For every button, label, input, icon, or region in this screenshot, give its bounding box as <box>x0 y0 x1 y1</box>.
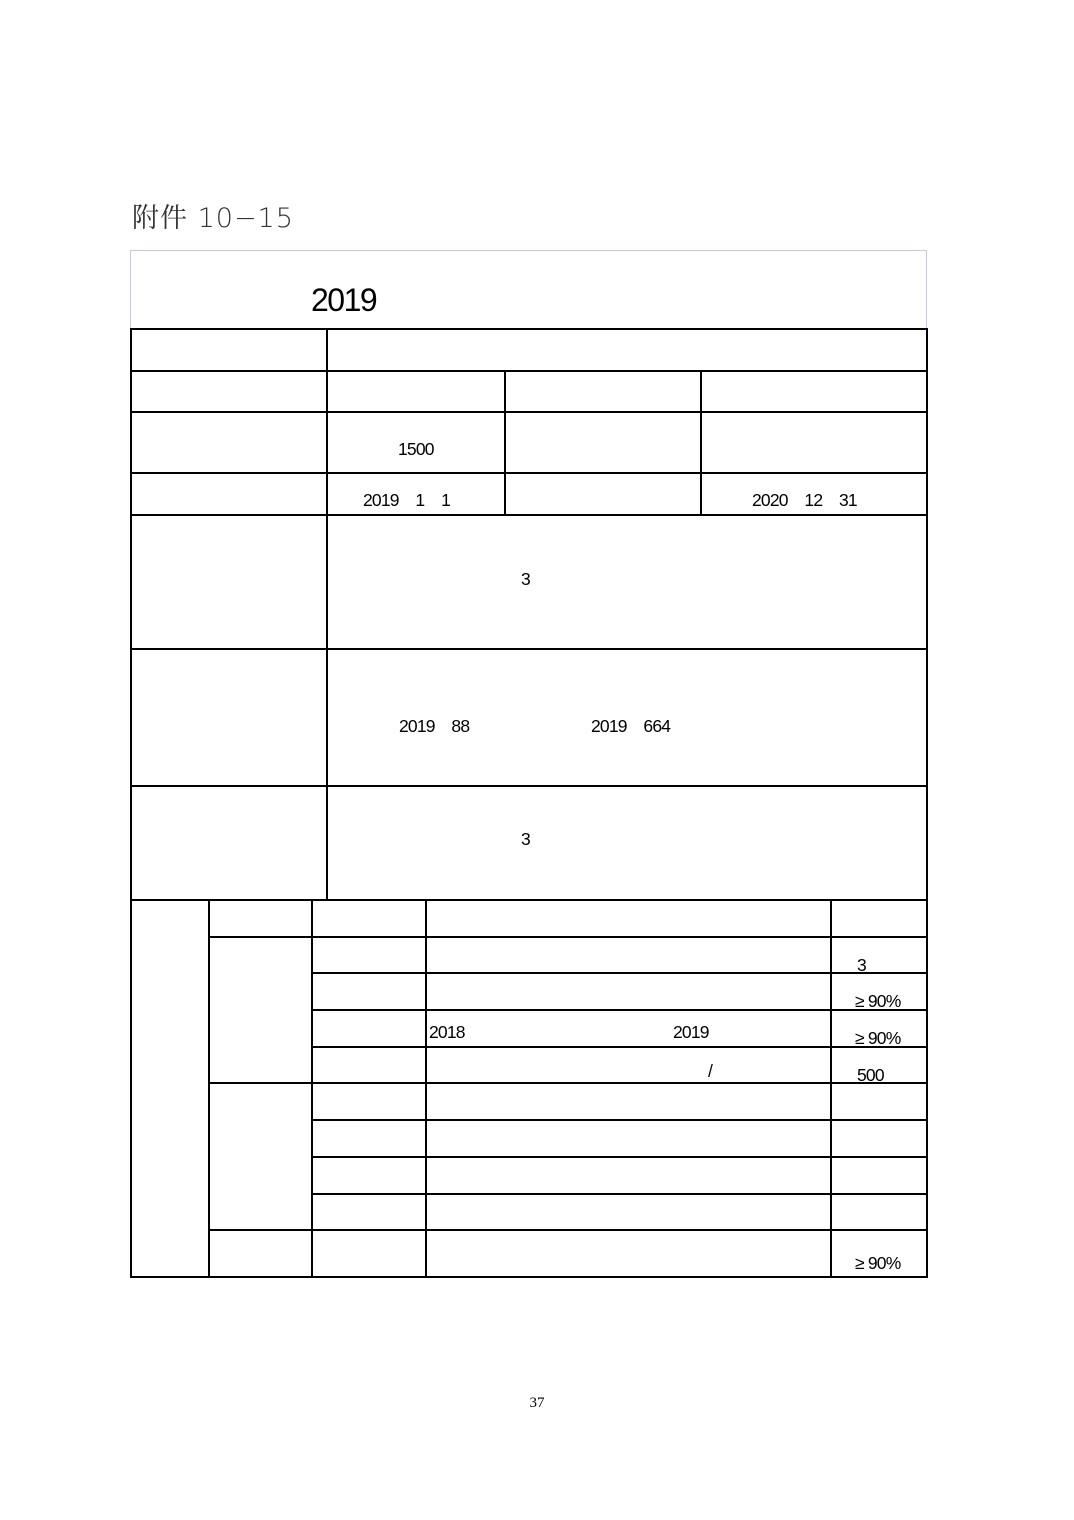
indicator-value-quantity: 3 <box>857 955 866 975</box>
title-box <box>130 250 927 328</box>
basis-document-2: 2019 664 <box>591 716 671 736</box>
column-divider <box>700 370 702 515</box>
row-divider <box>312 1009 928 1011</box>
table-border-right <box>926 328 928 1277</box>
row-divider <box>312 1193 928 1195</box>
page-number: 37 <box>529 1395 545 1411</box>
row-divider <box>209 1229 928 1231</box>
row-divider <box>209 1082 928 1084</box>
indicator-value-cost: 500 <box>857 1065 884 1085</box>
row-divider <box>130 899 928 901</box>
row-divider <box>130 472 928 474</box>
row-divider <box>130 785 928 787</box>
row-divider <box>130 411 928 413</box>
row-divider <box>312 1119 928 1121</box>
column-divider <box>504 370 506 515</box>
indicator-value-satisfaction: ≥ 90% <box>855 1253 901 1273</box>
indicator-text-slash: / <box>708 1061 713 1081</box>
table-border-bottom <box>130 1276 928 1278</box>
basis-document-1: 2019 88 <box>399 716 470 736</box>
indicator-text-year-2019: 2019 <box>673 1022 709 1042</box>
indicator-text-year-2018: 2018 <box>429 1022 465 1042</box>
document-title-year: 2019 <box>311 282 377 318</box>
row-divider <box>130 648 928 650</box>
row-divider <box>209 936 928 938</box>
end-date: 2020 12 31 <box>752 490 857 510</box>
indicator-value-quality: ≥ 90% <box>855 1028 901 1048</box>
row-divider <box>130 514 928 516</box>
row-divider <box>312 1046 928 1048</box>
project-content-number: 3 <box>521 829 530 849</box>
column-divider <box>208 899 210 1277</box>
start-date: 2019 1 1 <box>363 490 450 510</box>
project-goal-number: 3 <box>521 569 530 589</box>
funding-amount: 1500 <box>398 439 434 459</box>
attachment-label: 附件 10−15 <box>132 203 294 234</box>
row-divider <box>312 1156 928 1158</box>
row-divider <box>312 972 928 974</box>
column-divider <box>425 899 427 1277</box>
indicator-value-rate: ≥ 90% <box>855 991 901 1011</box>
table-border-left <box>130 328 132 1277</box>
column-divider <box>311 899 313 1277</box>
row-divider <box>130 370 928 372</box>
column-divider <box>326 328 328 900</box>
table-border-top <box>130 328 928 330</box>
column-divider <box>830 899 832 1277</box>
